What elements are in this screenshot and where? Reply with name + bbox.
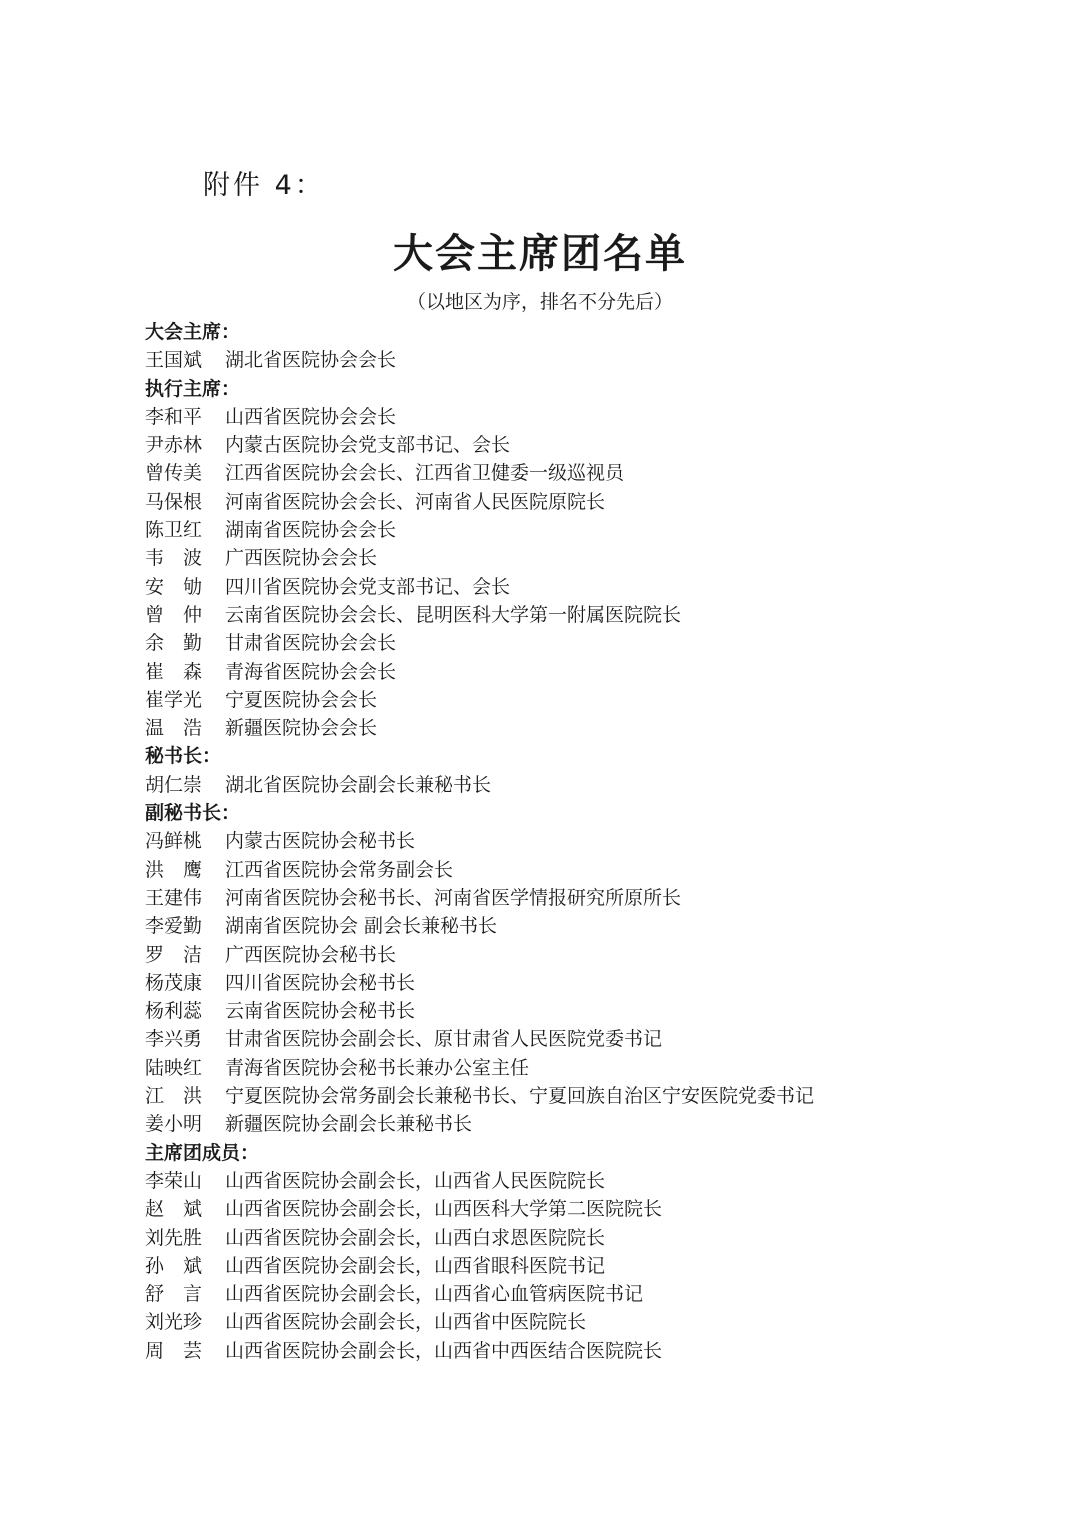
member-role: 山西省医院协会副会长，山西白求恩医院院长 [225, 1226, 606, 1249]
member-role: 湖北省医院协会会长 [225, 349, 397, 372]
member-name: 舒 言 [145, 1283, 203, 1306]
member-role: 山西省医院协会副会长，山西省眼科医院书记 [225, 1254, 606, 1277]
section-heading: 执行主席： [145, 377, 241, 400]
member-row [145, 827, 1045, 855]
presidium-list [145, 318, 1045, 1365]
member-name: 李爱勤 [145, 915, 203, 938]
member-role: 新疆医院协会会长 [225, 717, 378, 740]
section-heading: 副秘书长： [145, 802, 241, 825]
member-row [145, 431, 1045, 459]
member-name: 崔 森 [145, 660, 203, 683]
member-name: 冯鲜桃 [145, 830, 203, 853]
member-row [145, 1167, 1045, 1195]
member-name: 赵 斌 [145, 1198, 203, 1221]
member-role: 内蒙古医院协会秘书长 [225, 830, 416, 853]
member-role: 甘肃省医院协会副会长、原甘肃省人民医院党委书记 [225, 1028, 663, 1051]
member-name: 李荣山 [145, 1169, 203, 1192]
member-role: 新疆医院协会副会长兼秘书长 [225, 1113, 473, 1136]
member-name: 杨茂康 [145, 971, 203, 994]
member-name: 刘光珍 [145, 1311, 203, 1334]
member-row [145, 658, 1045, 686]
member-name: 江 洪 [145, 1085, 203, 1108]
member-role: 山西省医院协会副会长，山西省中医院院长 [225, 1311, 587, 1334]
page-title: 大会主席团名单 [393, 231, 687, 277]
member-row [145, 1110, 1045, 1138]
member-row [145, 346, 1045, 374]
member-row [145, 714, 1045, 742]
member-row [145, 1195, 1045, 1223]
member-name: 安 劬 [145, 575, 203, 598]
member-row [145, 459, 1045, 487]
member-row [145, 1252, 1045, 1280]
member-name: 洪 鹰 [145, 858, 203, 881]
member-name: 崔学光 [145, 688, 203, 711]
member-role: 青海省医院协会会长 [225, 660, 397, 683]
member-name: 曾 仲 [145, 603, 203, 626]
member-role: 四川省医院协会秘书长 [225, 971, 416, 994]
member-row [145, 856, 1045, 884]
member-role: 青海省医院协会秘书长兼办公室主任 [225, 1056, 530, 1079]
member-name: 罗 洁 [145, 943, 203, 966]
section-heading: 大会主席： [145, 321, 241, 343]
member-row [145, 629, 1045, 657]
member-row [145, 1337, 1045, 1365]
member-name: 胡仁崇 [145, 773, 203, 796]
member-name: 孙 斌 [145, 1254, 203, 1277]
member-row [145, 1224, 1045, 1252]
member-row [145, 488, 1045, 516]
member-role: 宁夏医院协会常务副会长兼秘书长、宁夏回族自治区宁安医院党委书记 [225, 1085, 815, 1108]
member-role: 宁夏医院协会会长 [225, 688, 378, 711]
member-name: 李兴勇 [145, 1028, 203, 1051]
member-name: 陈卫红 [145, 519, 203, 542]
member-role: 内蒙古医院协会党支部书记、会长 [225, 434, 511, 457]
member-role: 湖南省医院协会 副会长兼秘书长 [225, 915, 498, 938]
member-name: 姜小明 [145, 1113, 203, 1136]
member-role: 江西省医院协会会长、江西省卫健委一级巡视员 [225, 462, 625, 485]
page-subtitle: （以地区为序，排名不分先后） [406, 291, 673, 313]
member-name: 余 勤 [145, 632, 203, 655]
member-row [145, 573, 1045, 601]
member-name: 韦 波 [145, 547, 203, 570]
member-row [145, 1082, 1045, 1110]
section-heading: 秘书长： [145, 745, 222, 768]
member-name: 周 芸 [145, 1339, 203, 1362]
member-name: 王国斌 [145, 349, 203, 372]
member-name: 王建伟 [145, 886, 203, 909]
member-row [145, 1280, 1045, 1308]
member-role: 山西省医院协会副会长，山西省人民医院院长 [225, 1169, 606, 1192]
member-role: 云南省医院协会会长、昆明医科大学第一附属医院院长 [225, 603, 682, 626]
member-role: 山西省医院协会副会长，山西省心血管病医院书记 [225, 1283, 644, 1306]
section-heading: 主席团成员： [145, 1141, 260, 1164]
member-role: 山西省医院协会副会长，山西医科大学第二医院院长 [225, 1198, 663, 1221]
member-name: 温 浩 [145, 717, 203, 740]
member-role: 湖北省医院协会副会长兼秘书长 [225, 773, 492, 796]
member-role: 广西医院协会秘书长 [225, 943, 397, 966]
member-name: 刘先胜 [145, 1226, 203, 1249]
member-name: 李和平 [145, 405, 203, 428]
member-row [145, 516, 1045, 544]
member-row [145, 884, 1045, 912]
member-row [145, 1025, 1045, 1053]
member-row [145, 969, 1045, 997]
member-row [145, 686, 1045, 714]
member-role: 云南省医院协会秘书长 [225, 1000, 416, 1023]
member-role: 山西省医院协会会长 [225, 405, 397, 428]
member-role: 广西医院协会会长 [225, 547, 378, 570]
member-row [145, 1054, 1045, 1082]
member-name: 尹赤林 [145, 434, 203, 457]
member-role: 江西省医院协会常务副会长 [225, 858, 454, 881]
member-row [145, 997, 1045, 1025]
member-role: 山西省医院协会副会长，山西省中西医结合医院院长 [225, 1339, 663, 1362]
member-role: 四川省医院协会党支部书记、会长 [225, 575, 511, 598]
member-row [145, 544, 1045, 572]
member-name: 马保根 [145, 490, 203, 513]
member-row [145, 601, 1045, 629]
member-name: 陆映红 [145, 1056, 203, 1079]
member-name: 杨利蕊 [145, 1000, 203, 1023]
member-role: 河南省医院协会会长、河南省人民医院原院长 [225, 490, 606, 513]
member-row [145, 403, 1045, 431]
member-row [145, 912, 1045, 940]
member-role: 河南省医院协会秘书长、河南省医学情报研究所原所长 [225, 886, 682, 909]
member-role: 湖南省医院协会会长 [225, 519, 397, 542]
member-role: 甘肃省医院协会会长 [225, 632, 397, 655]
attachment-label: 附件 4： [203, 170, 325, 201]
member-name: 曾传美 [145, 462, 203, 485]
member-row [145, 771, 1045, 799]
member-row [145, 941, 1045, 969]
member-row [145, 1308, 1045, 1336]
